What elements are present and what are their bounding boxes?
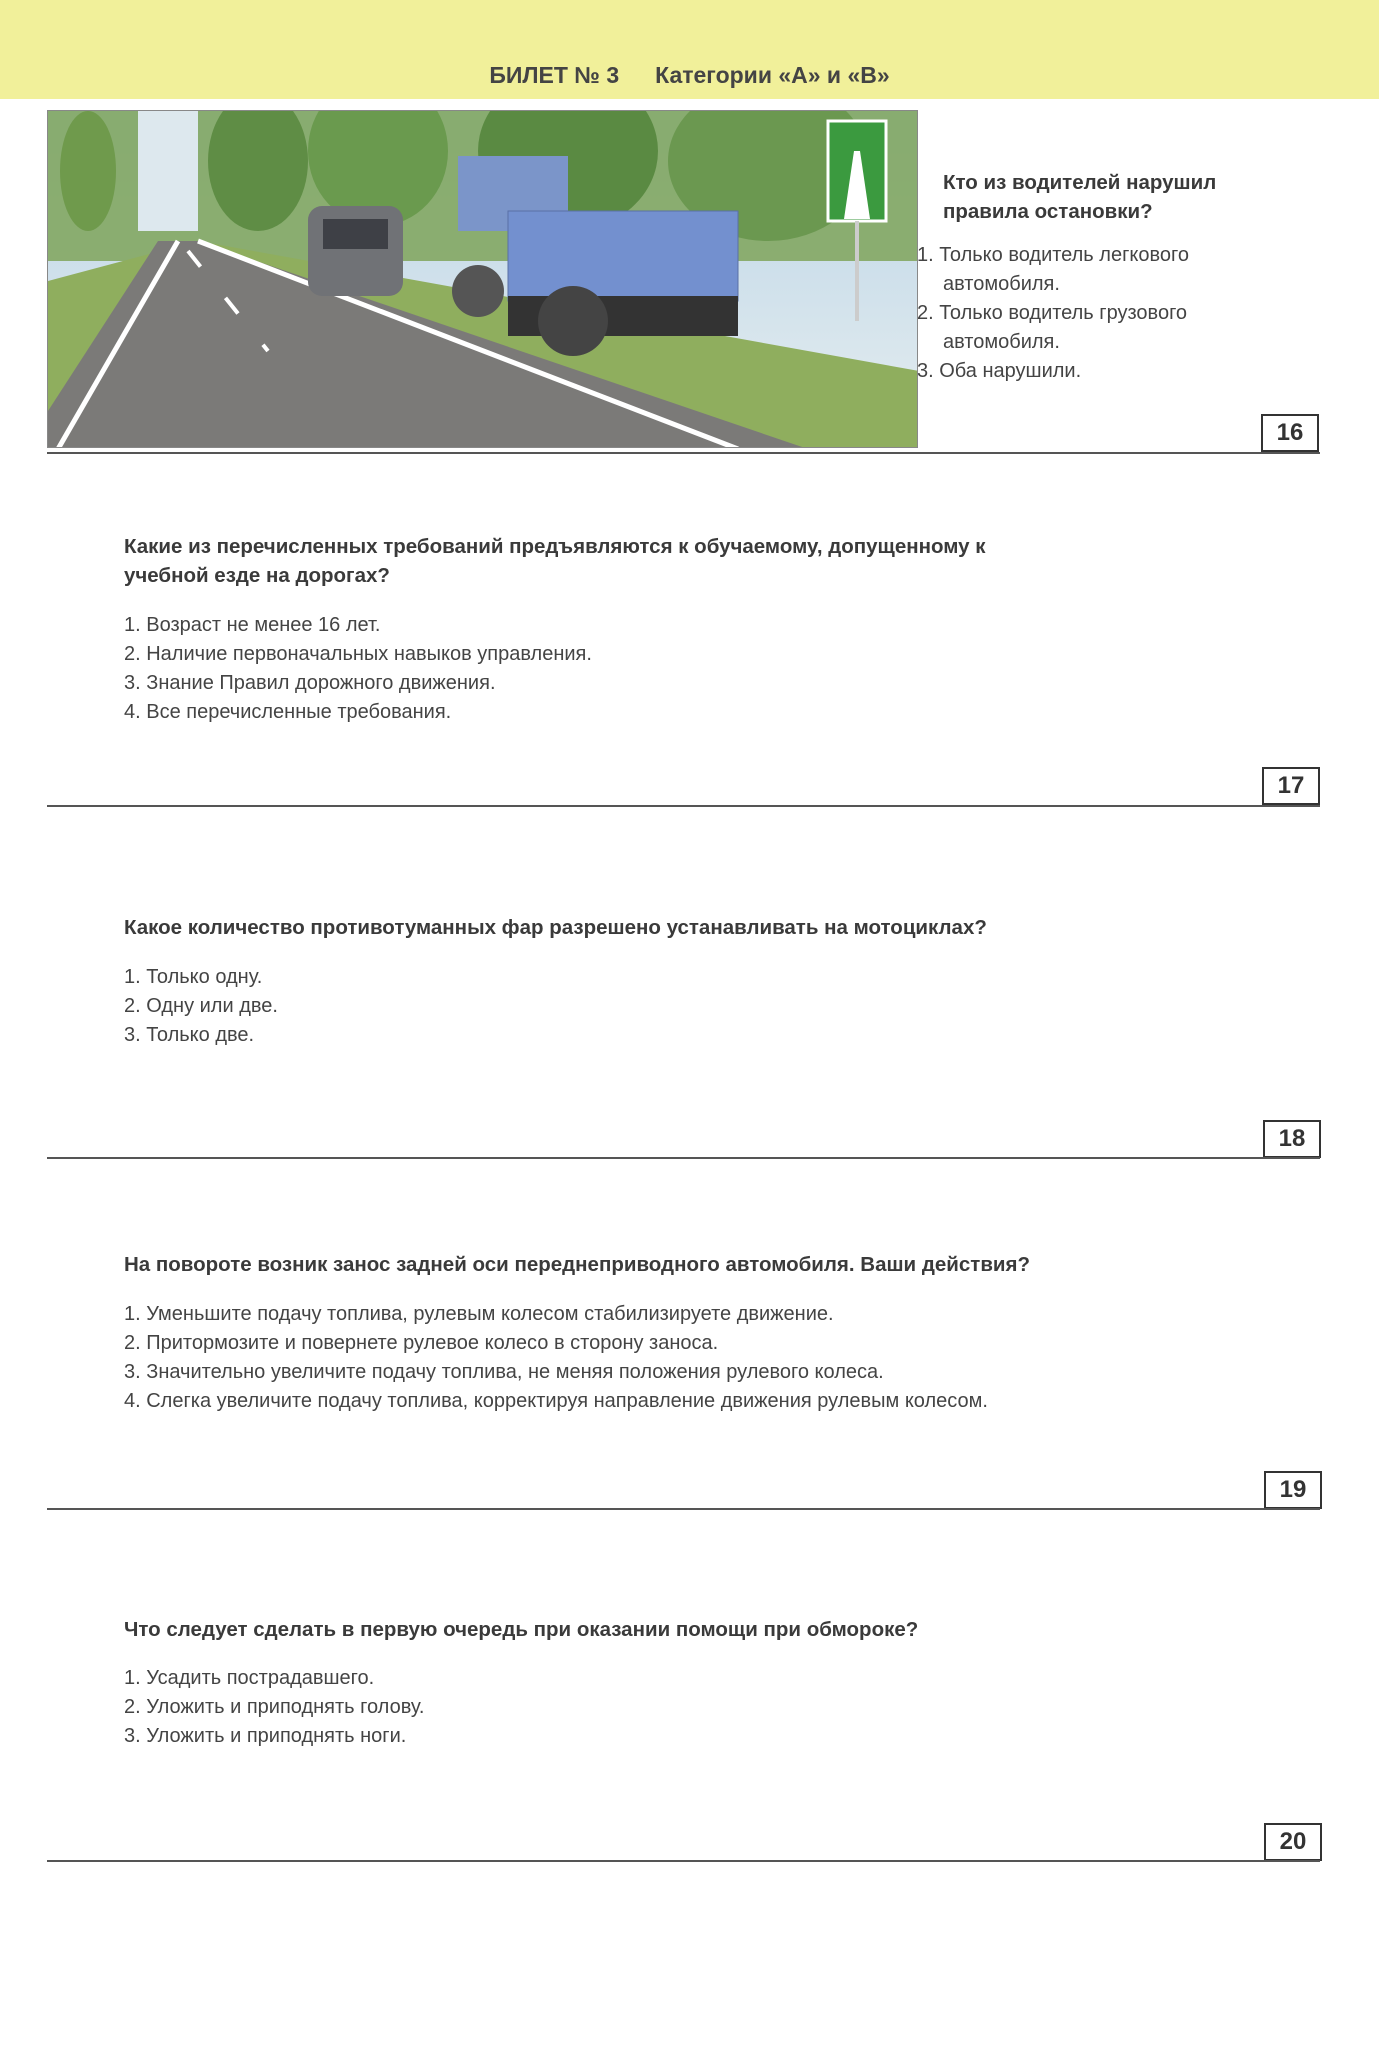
question-number-badge: 20 [1264,1823,1322,1861]
question-18-options [124,963,278,1050]
question-number-badge: 17 [1262,767,1320,805]
road-illustration [47,110,918,448]
question-number-badge: 16 [1261,414,1319,452]
answer-option[interactable]: 4. Все перечисленные требования. [124,701,452,723]
answer-option[interactable]: 2. Притормозите и повернете рулевое колесо в сторону заноса. [124,1332,719,1354]
question-19-options [124,1300,988,1416]
answer-option[interactable]: 3. Значительно увеличите подачу топлива, не меняя положения рулевого колеса. [124,1361,884,1383]
answer-option[interactable]: 2. Одну или две. [124,995,278,1017]
answer-option[interactable]: 1. Только водитель легкового автомобиля. [917,244,1189,295]
question-16-text: Кто из водителей нарушил правила остановки? [943,171,1217,223]
question-number-badge: 19 [1264,1471,1322,1509]
question-17-text: Какие из перечисленных требований предъявляются к обучаемому, допущенному к учебной езде на дорогах? [124,535,986,587]
divider [47,1860,1320,1862]
question-20-text: Что следует сделать в первую очередь при оказании помощи при обмороке? [124,1618,919,1641]
question-17-options [124,611,592,727]
answer-option[interactable]: 3. Только две. [124,1024,255,1046]
answer-option[interactable]: 1. Усадить пострадавшего. [124,1667,375,1689]
question-20-options [124,1664,424,1751]
question-number-badge: 18 [1263,1120,1321,1158]
answer-option[interactable]: 2. Только водитель грузового автомобиля. [917,302,1188,353]
divider [47,805,1320,807]
answer-option[interactable]: 3. Знание Правил дорожного движения. [124,672,496,694]
answer-option[interactable]: 1. Возраст не менее 16 лет. [124,614,381,636]
divider [47,452,1320,454]
answer-option[interactable]: 1. Только одну. [124,966,263,988]
answer-option[interactable]: 2. Уложить и приподнять голову. [124,1696,425,1718]
divider [47,1508,1320,1510]
ticket-title [0,62,1379,89]
question-18-text: Какое количество противотуманных фар разрешено устанавливать на мотоциклах? [124,916,987,939]
question-16-options [917,241,1283,386]
divider [47,1157,1320,1159]
question-19-text: На повороте возник занос задней оси переднеприводного автомобиля. Ваши действия? [124,1253,1031,1276]
ticket-categories: Категории «А» и «В» [655,62,890,88]
answer-option[interactable]: 2. Наличие первоначальных навыков управления. [124,643,592,665]
ticket-number: БИЛЕТ № 3 [489,62,620,88]
answer-option[interactable]: 3. Оба нарушили. [917,360,1082,382]
answer-option[interactable]: 3. Уложить и приподнять ноги. [124,1725,407,1747]
answer-option[interactable]: 1. Уменьшите подачу топлива, рулевым колесом стабилизируете движение. [124,1303,834,1325]
answer-option[interactable]: 4. Слегка увеличите подачу топлива, корректируя направление движения рулевым колесом. [124,1390,988,1412]
